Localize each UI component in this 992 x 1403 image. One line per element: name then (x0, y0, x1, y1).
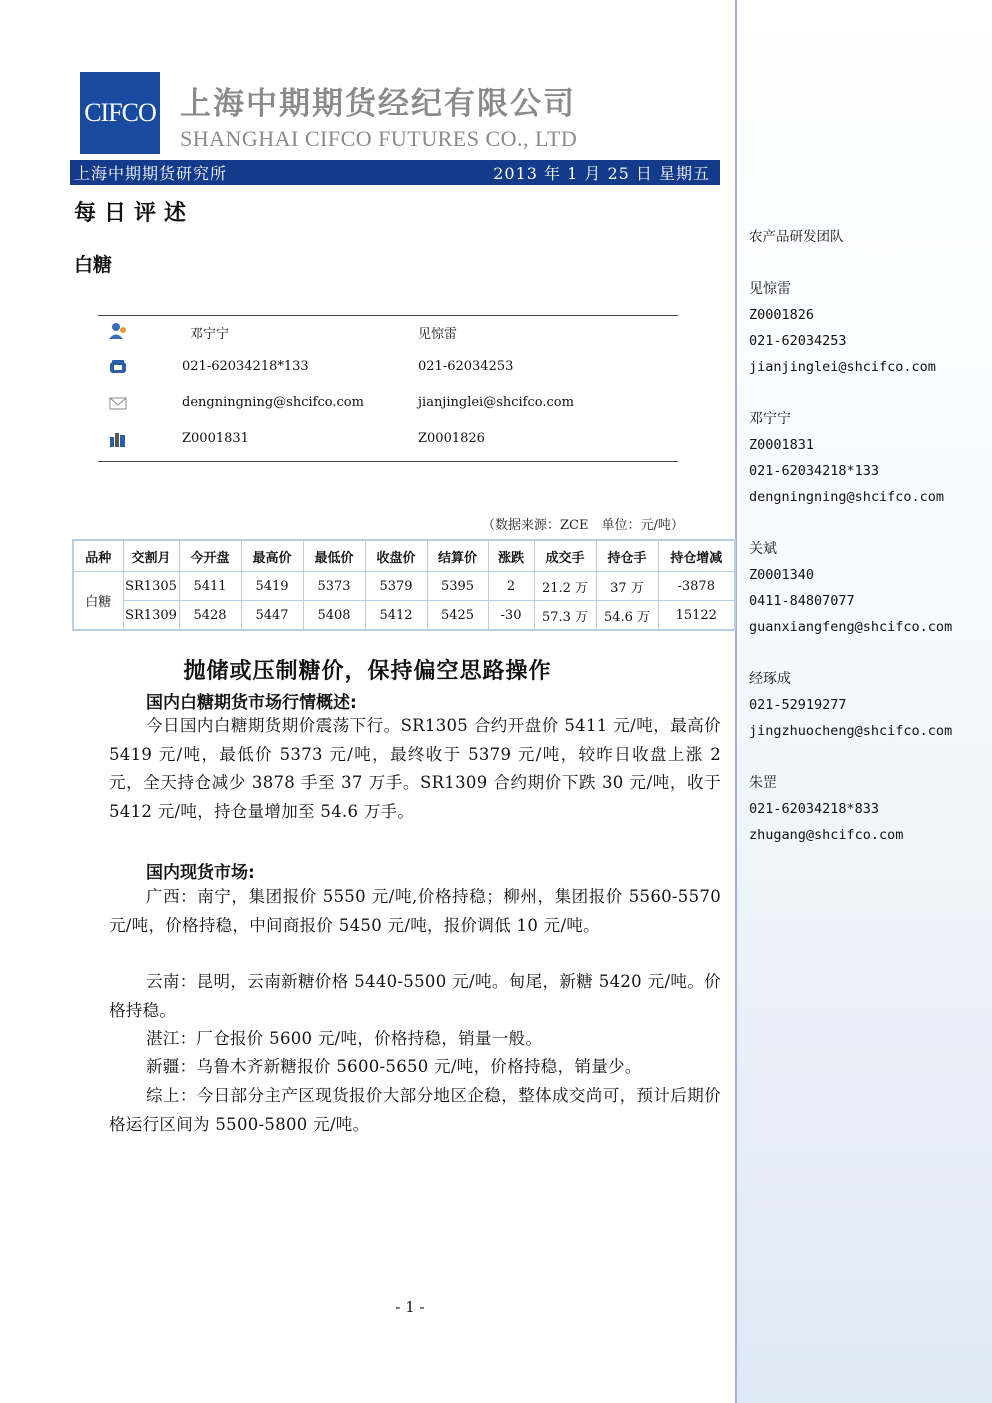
spot-paragraph-guangxi: 广西：南宁，集团报价 5550 元/吨,价格持稳；柳州，集团报价 5560-5570 元/吨，价格持稳，中间商报价 5450 元/吨，报价调低 10 元/吨。 (109, 887, 721, 935)
person-email[interactable]: guanxiangfeng@shcifco.com (749, 619, 953, 635)
table-cell: 15122 (658, 601, 735, 631)
envelope-icon (108, 393, 128, 413)
person-id: Z0001831 (749, 437, 815, 453)
section-title: 每日评述 (74, 200, 195, 226)
person-name: 朱罡 (749, 775, 777, 791)
contact-row-emails (98, 393, 678, 417)
person-email[interactable]: dengningning@shcifco.com (749, 489, 945, 505)
contact-sidebar (735, 0, 992, 1403)
table-cell: 5428 (179, 601, 241, 631)
table-cell: 5425 (427, 601, 488, 631)
person-icon (108, 321, 128, 341)
analyst-contacts (98, 315, 678, 462)
table-header: 成交手 (534, 540, 596, 572)
person-id: Z0001826 (749, 307, 815, 323)
table-header: 收盘价 (365, 540, 427, 572)
spot-paragraph-zhanjiang: 湛江：厂仓报价 5600 元/吨，价格持稳，销量一般。 (146, 1029, 543, 1048)
contact-row-ids (98, 429, 678, 453)
table-row (73, 572, 735, 601)
table-cell: -3878 (658, 572, 735, 601)
contact-row-names (98, 321, 678, 345)
table-cell: 21.2 万 (534, 572, 596, 601)
person-name: 经琢成 (749, 671, 791, 687)
table-cell: 37 万 (596, 572, 658, 601)
id-card-icon (108, 429, 128, 449)
page-number: - 1 - (395, 1298, 425, 1316)
table-cell: SR1309 (123, 601, 179, 631)
company-logo: CIFCO (80, 72, 160, 154)
table-cell: 5379 (365, 572, 427, 601)
analyst-name: 见惊雷 (418, 327, 458, 342)
futures-paragraph: 今日国内白糖期货期价震荡下行。SR1305 合约开盘价 5411 元/吨，最高价 5419 元/吨，最低价 5373 元/吨，最终收于 5379 元/吨，较昨日收盘上涨 2 元，全天持仓减少 3878 手至 37 万手。SR1309 合约期价下跌 30 元/吨，收于 5412 元/吨，持仓量增加至 54.6 万手。 (109, 716, 721, 821)
table-cell: 5408 (303, 601, 365, 631)
data-source-note: （数据来源：ZCE 单位：元/吨） (482, 518, 684, 533)
table-cell: -30 (488, 601, 534, 631)
person-phone: 0411-84807077 (749, 593, 855, 609)
table-row (73, 601, 735, 631)
table-header: 最高价 (241, 540, 303, 572)
table-header: 今开盘 (179, 540, 241, 572)
table-cell: 54.6 万 (596, 601, 658, 631)
analyst-email[interactable]: dengningning@shcifco.com (182, 395, 364, 410)
table-header: 品种 (73, 540, 123, 572)
spot-paragraph-summary: 综上：今日部分主产区现货报价大部分地区企稳，整体成交尚可，预计后期价格运行区间为 5500-5800 元/吨。 (109, 1086, 721, 1134)
table-header: 持仓增减 (658, 540, 735, 572)
market-table (72, 539, 736, 631)
table-header: 结算价 (427, 540, 488, 572)
contact-row-phones (98, 357, 678, 381)
spot-section-title: 国内现货市场: (146, 863, 255, 883)
person-phone: 021-62034218*833 (749, 801, 880, 817)
analyst-id: Z0001831 (182, 431, 249, 446)
analyst-phone: 021-62034218*133 (182, 359, 309, 374)
spot-paragraph-yunnan: 云南：昆明，云南新糖价格 5440-5500 元/吨。甸尾，新糖 5420 元/吨。价格持稳。 (109, 972, 721, 1020)
table-header: 持仓手 (596, 540, 658, 572)
person-id: Z0001340 (749, 567, 815, 583)
table-cell: 5373 (303, 572, 365, 601)
phone-icon (108, 357, 128, 377)
table-header-row (73, 540, 735, 572)
table-cell: 5395 (427, 572, 488, 601)
analyst-phone: 021-62034253 (418, 359, 514, 374)
institute-name: 上海中期期货研究所 (74, 164, 228, 183)
table-cell: 2 (488, 572, 534, 601)
person-phone: 021-62034253 (749, 333, 847, 349)
analyst-email[interactable]: jianjinglei@shcifco.com (418, 395, 574, 410)
person-email[interactable]: zhugang@shcifco.com (749, 827, 904, 843)
product-name: 白糖 (74, 254, 113, 276)
table-cell: SR1305 (123, 572, 179, 601)
person-phone: 021-62034218*133 (749, 463, 880, 479)
article-headline: 抛储或压制糖价，保持偏空思路操作 (183, 658, 552, 684)
sidebar-person (749, 666, 989, 744)
table-cell: 57.3 万 (534, 601, 596, 631)
person-name: 见惊雷 (749, 281, 791, 297)
sidebar-team-title: 农产品研发团队 (749, 229, 844, 245)
person-name: 关斌 (749, 541, 777, 557)
table-header: 交割月 (123, 540, 179, 572)
table-cell: 5419 (241, 572, 303, 601)
table-cell: 5412 (365, 601, 427, 631)
sidebar-person (749, 536, 989, 640)
table-header: 涨跌 (488, 540, 534, 572)
sidebar-person (749, 770, 989, 848)
table-cell-variety: 白糖 (73, 572, 123, 631)
futures-section-title: 国内白糖期货市场行情概述: (146, 693, 357, 713)
company-name-en: SHANGHAI CIFCO FUTURES CO., LTD (180, 126, 578, 151)
table-cell: 5411 (179, 572, 241, 601)
table-header: 最低价 (303, 540, 365, 572)
analyst-id: Z0001826 (418, 431, 485, 446)
header-bar (70, 160, 720, 185)
company-name-cn: 上海中期期货经纪有限公司 (180, 86, 576, 122)
person-phone: 021-52919277 (749, 697, 847, 713)
report-date: 2013 年 1 月 25 日 星期五 (493, 164, 710, 183)
table-cell: 5447 (241, 601, 303, 631)
sidebar-person (749, 406, 989, 510)
sidebar-person (749, 276, 989, 380)
person-name: 邓宁宁 (749, 411, 791, 427)
spot-paragraph-xinjiang: 新疆：乌鲁木齐新糖报价 5600-5650 元/吨，价格持稳，销量少。 (146, 1057, 642, 1076)
person-email[interactable]: jianjinglei@shcifco.com (749, 359, 936, 375)
person-email[interactable]: jingzhuocheng@shcifco.com (749, 723, 953, 739)
analyst-name: 邓宁宁 (190, 327, 230, 342)
